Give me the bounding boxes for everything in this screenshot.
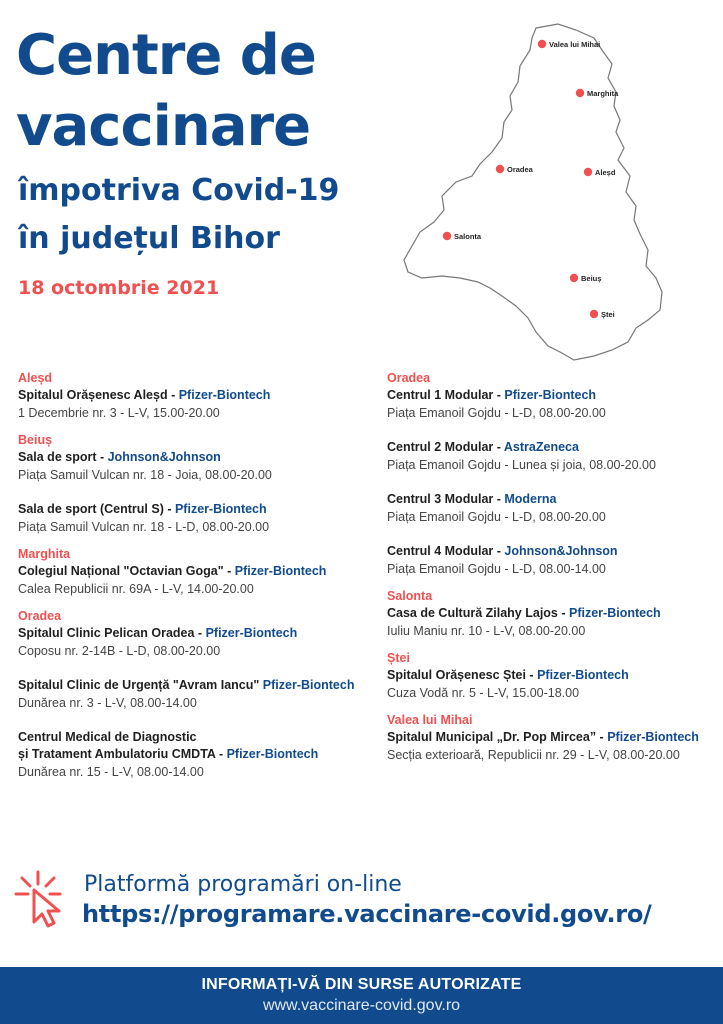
center-name-line — [387, 387, 717, 404]
vaccination-center — [387, 543, 717, 578]
vaccination-center — [387, 387, 717, 422]
vaccination-center — [18, 387, 368, 422]
center-name: Sala de sport (Centrul S) - — [18, 502, 175, 516]
city-marker — [570, 274, 578, 282]
vaccine-type: Pfizer-Biontech — [504, 388, 597, 402]
page-subtitle-line-1: împotriva Covid-19 — [18, 173, 340, 208]
city-section — [18, 546, 368, 598]
vaccination-center — [387, 605, 717, 640]
page-title-line-2: vaccinare — [16, 94, 311, 159]
vaccination-center — [387, 439, 717, 474]
center-address-schedule: Piața Emanoil Gojdu - L-D, 08.00-20.00 — [387, 510, 606, 524]
center-name-line — [18, 449, 368, 466]
click-pointer-icon — [12, 866, 76, 930]
vaccination-center — [387, 667, 717, 702]
county-outline — [404, 24, 662, 360]
center-address-schedule: Calea Republicii nr. 69A - L-V, 14.00-20.00 — [18, 582, 254, 596]
left-column — [18, 368, 368, 791]
vaccination-center — [387, 729, 717, 764]
city-marker — [576, 89, 584, 97]
center-address-schedule: Piața Samuil Vulcan nr. 18 - Joia, 08.00-20.00 — [18, 468, 272, 482]
center-name-line — [18, 677, 368, 694]
city-marker-label: Salonta — [454, 232, 482, 241]
vaccination-center — [387, 491, 717, 526]
vaccine-type: Pfizer-Biontech — [607, 730, 699, 744]
vaccine-type: Pfizer-Biontech — [205, 626, 298, 640]
city-name: Marghita — [18, 547, 71, 561]
vaccine-type: Pfizer-Biontech — [569, 606, 661, 620]
vaccine-type: Johnson&Johnson — [107, 450, 221, 464]
vaccine-type: AstraZeneca — [503, 440, 579, 454]
center-name-line — [18, 729, 368, 763]
city-marker-label: Aleșd — [595, 168, 616, 177]
center-name-line — [387, 605, 717, 622]
center-address-schedule: Secția exterioară, Republicii nr. 29 - L-V, 08.00-20.00 — [387, 748, 680, 762]
city-name: Ștei — [387, 651, 410, 665]
vaccination-center — [18, 501, 368, 536]
vaccine-type: Moderna — [504, 492, 557, 506]
center-name: și Tratament Ambulatoriu CMDTA - — [18, 747, 227, 761]
center-address-schedule: Dunărea nr. 3 - L-V, 08.00-14.00 — [18, 696, 197, 710]
city-marker — [584, 168, 592, 176]
city-marker-label: Valea lui Mihai — [549, 40, 601, 49]
footer-banner — [0, 967, 723, 1024]
publication-date: 18 octombrie 2021 — [18, 277, 220, 299]
center-address-schedule: Cuza Vodă nr. 5 - L-V, 15.00-18.00 — [387, 686, 580, 700]
center-address-schedule: Piața Emanoil Gojdu - Lunea și joia, 08.00-20.00 — [387, 458, 656, 472]
center-address-schedule: Piața Emanoil Gojdu - L-D, 08.00-14.00 — [387, 562, 606, 576]
center-name: Centrul 1 Modular - — [387, 388, 505, 402]
city-marker-label: Ștei — [601, 310, 615, 319]
center-name: Centrul 2 Modular - — [387, 440, 504, 454]
city-name: Oradea — [18, 609, 62, 623]
vaccination-center — [18, 625, 368, 660]
center-name-line — [387, 491, 717, 508]
center-name-line — [387, 439, 717, 456]
center-name-line — [18, 625, 368, 642]
center-name: Spitalul Clinic de Urgență "Avram Iancu" — [18, 678, 263, 692]
city-marker-label: Beiuș — [581, 274, 602, 283]
city-marker-label: Marghita — [587, 89, 619, 98]
vaccine-type: Pfizer-Biontech — [226, 747, 319, 761]
vaccine-type: Pfizer-Biontech — [537, 668, 629, 682]
center-address-schedule: 1 Decembrie nr. 3 - L-V, 15.00-20.00 — [18, 406, 220, 420]
city-name: Aleșd — [18, 371, 53, 385]
city-name: Salonta — [387, 589, 433, 603]
center-address-schedule: Piața Samuil Vulcan nr. 18 - L-D, 08.00-20.00 — [18, 520, 270, 534]
center-name: Spitalul Clinic Pelican Oradea - — [18, 626, 206, 640]
center-name: Colegiul Național "Octavian Goga" - — [18, 564, 235, 578]
center-name-line — [18, 563, 368, 580]
vaccine-type: Pfizer-Biontech — [178, 388, 271, 402]
center-name: Spitalul Orășenesc Ștei - — [387, 668, 538, 682]
city-section — [18, 608, 368, 781]
city-section — [18, 432, 368, 536]
city-marker — [590, 310, 598, 318]
page-subtitle-line-2: în județul Bihor — [18, 221, 280, 256]
center-name: Casa de Cultură Zilahy Lajos - — [387, 606, 569, 620]
city-section — [387, 650, 717, 702]
center-name-line — [387, 729, 717, 746]
center-name: Centrul 4 Modular - — [387, 544, 505, 558]
center-name-line — [387, 543, 717, 560]
city-name: Valea lui Mihai — [387, 713, 473, 727]
footer-title: INFORMAȚI-VĂ DIN SURSE AUTORIZATE — [201, 976, 522, 993]
center-name-line — [18, 501, 368, 518]
center-address-schedule: Dunărea nr. 15 - L-V, 08.00-14.00 — [18, 765, 204, 779]
vaccination-center — [18, 677, 368, 712]
city-name: Beiuș — [18, 433, 53, 447]
center-name: Spitalul Orășenesc Aleșd - — [18, 388, 179, 402]
footer-website-link[interactable]: www.vaccinare-covid.gov.ro — [262, 997, 461, 1014]
vaccine-type: Pfizer-Biontech — [262, 678, 355, 692]
center-address-schedule: Piața Emanoil Gojdu - L-D, 08.00-20.00 — [387, 406, 606, 420]
city-marker — [538, 40, 546, 48]
right-column — [387, 368, 717, 774]
city-section — [387, 588, 717, 640]
center-name: Centrul 3 Modular - — [387, 492, 505, 506]
vaccination-center — [18, 729, 368, 781]
city-section — [18, 370, 368, 422]
vaccination-center — [18, 563, 368, 598]
center-name-line — [18, 387, 368, 404]
city-section — [387, 370, 717, 578]
city-name: Oradea — [387, 371, 431, 385]
vaccine-type: Pfizer-Biontech — [234, 564, 327, 578]
city-marker — [496, 165, 504, 173]
city-section — [387, 712, 717, 764]
center-name: Centrul Medical de Diagnostic — [18, 730, 197, 744]
bihor-county-map — [398, 20, 670, 365]
center-address-schedule: Iuliu Maniu nr. 10 - L-V, 08.00-20.00 — [387, 624, 586, 638]
center-name: Spitalul Municipal „Dr. Pop Mircea” - — [387, 730, 608, 744]
center-name: Sala de sport - — [18, 450, 108, 464]
city-marker — [443, 232, 451, 240]
vaccination-center — [18, 449, 368, 484]
booking-platform-link[interactable]: https://programare.vaccinare-covid.gov.ro/ — [82, 900, 652, 928]
online-booking-label: Platformă programări on-line — [84, 872, 402, 897]
center-name-line — [387, 667, 717, 684]
center-address-schedule: Coposu nr. 2-14B - L-D, 08.00-20.00 — [18, 644, 221, 658]
vaccine-type: Pfizer-Biontech — [174, 502, 267, 516]
vaccine-type: Johnson&Johnson — [504, 544, 618, 558]
page-title-line-1: Centre de — [16, 23, 316, 88]
city-marker-label: Oradea — [507, 165, 533, 174]
